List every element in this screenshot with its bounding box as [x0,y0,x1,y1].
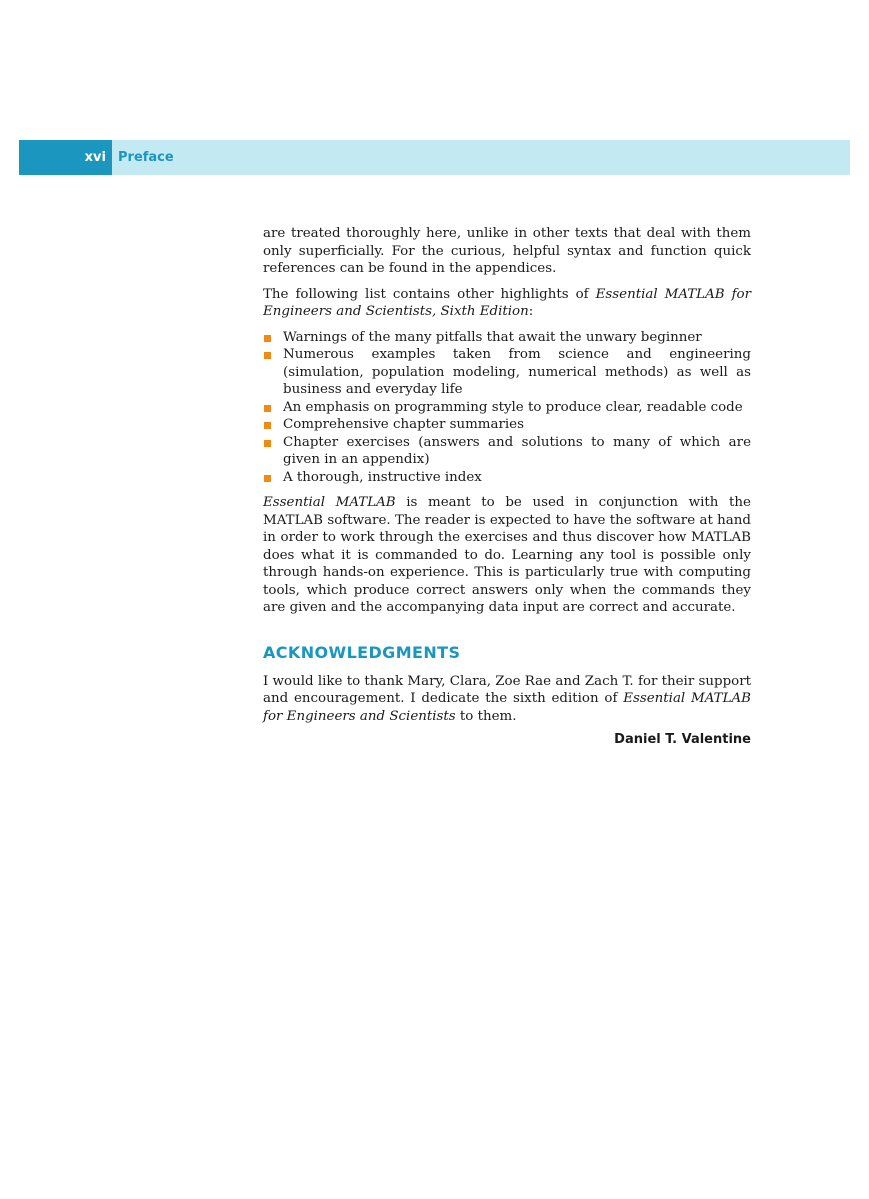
author-signature: Daniel T. Valentine [614,732,751,747]
page-number-box [19,140,112,175]
acknowledgments-lead: I would like to thank Mary, Clara, Zoe Rae and Zach T. for their support and encouragement. I dedicate the sixth edition of [263,673,751,706]
highlights-intro-paragraph [263,286,751,321]
book-short-title: Essential MATLAB [263,495,396,510]
highlights-intro-end: : [528,304,534,319]
running-header [19,140,850,175]
running-head-title: Preface [118,150,174,165]
list-item: Comprehensive chapter summaries [263,416,751,434]
list-item: Chapter exercises (answers and solutions to many of which are given in an appendix) [263,434,751,469]
acknowledgments-book-title: Essential MATLAB for Engineers and Scientists [263,691,751,724]
book-title: Essential MATLAB for Engineers and Scientists, Sixth Edition [263,286,751,319]
acknowledgments-paragraph [263,673,751,726]
list-item: Numerous examples taken from science and engineering (simulation, population modeling, numerical methods) as well as business and everyday life [263,346,751,399]
page-content [263,225,751,749]
list-item: An emphasis on programming style to produce clear, readable code [263,399,751,417]
usage-paragraph [263,494,751,617]
list-item: Warnings of the many pitfalls that await the unwary beginner [263,329,751,347]
list-item: A thorough, instructive index [263,469,751,487]
intro-paragraph: are treated thoroughly here, unlike in other texts that deal with them only superficially. For the curious, helpful syntax and function quick references can be found in the appendices. [263,226,751,276]
acknowledgments-heading: ACKNOWLEDGMENTS [263,642,461,662]
usage-paragraph-text: is meant to be used in conjunction with the MATLAB software. The reader is expected to have the software at hand in order to work through the exercises and thus discover how MATLAB does what it is commanded to do. Learning any tool is possible only through hands-on experience. This is particularly true with computing tools, which produce correct answers only when the commands they are given and the accompanying data input are correct and accurate. [263,495,751,615]
acknowledgments-end: to them. [455,708,517,724]
highlights-intro-lead: The following list contains other highlights of [263,286,596,302]
highlights-list [263,329,751,487]
page-number: xvi [84,150,106,165]
